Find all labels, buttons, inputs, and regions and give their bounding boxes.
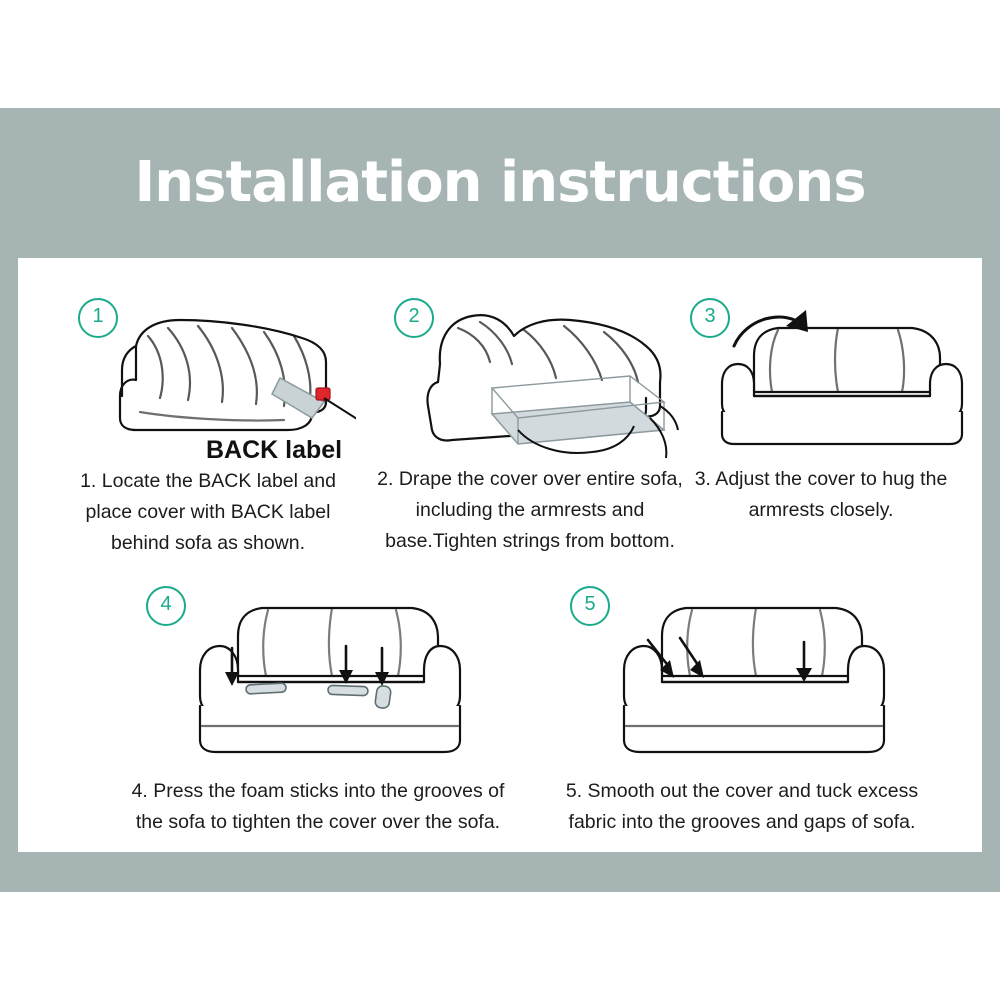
step-4-caption: 4. Press the foam sticks into the grooves of the sofa to tighten the cover over the sofa. — [131, 780, 505, 833]
step-3-number: 3 — [690, 298, 730, 338]
step-1-number: 1 — [78, 298, 118, 338]
step-2 — [370, 278, 690, 588]
step-5-number: 5 — [570, 586, 610, 626]
step-4-illustration — [180, 590, 480, 770]
step-1-illustration — [106, 306, 356, 456]
step-1-caption: 1. Locate the BACK label and place cover with BACK label behind sofa as shown. — [80, 470, 336, 554]
step-5-caption: 5. Smooth out the cover and tuck excess fabric into the grooves and gaps of sofa. — [565, 780, 919, 833]
step-5 — [542, 576, 942, 846]
page-title: Installation instructions — [134, 150, 866, 215]
instructions-card — [18, 258, 982, 852]
step-5-illustration — [604, 590, 904, 770]
step-3 — [666, 278, 976, 568]
step-4 — [118, 576, 518, 846]
step-3-illustration — [698, 300, 978, 460]
step-1 — [58, 278, 358, 568]
step-1-back-label: BACK label — [206, 436, 343, 464]
step-2-number: 2 — [394, 298, 434, 338]
step-2-caption: 2. Drape the cover over entire sofa, including the armrests and base.Tighten strings from bottom. — [377, 468, 683, 552]
step-2-illustration — [414, 302, 684, 462]
step-4-number: 4 — [146, 586, 186, 626]
step-3-caption: 3. Adjust the cover to hug the armrests closely. — [694, 468, 948, 521]
